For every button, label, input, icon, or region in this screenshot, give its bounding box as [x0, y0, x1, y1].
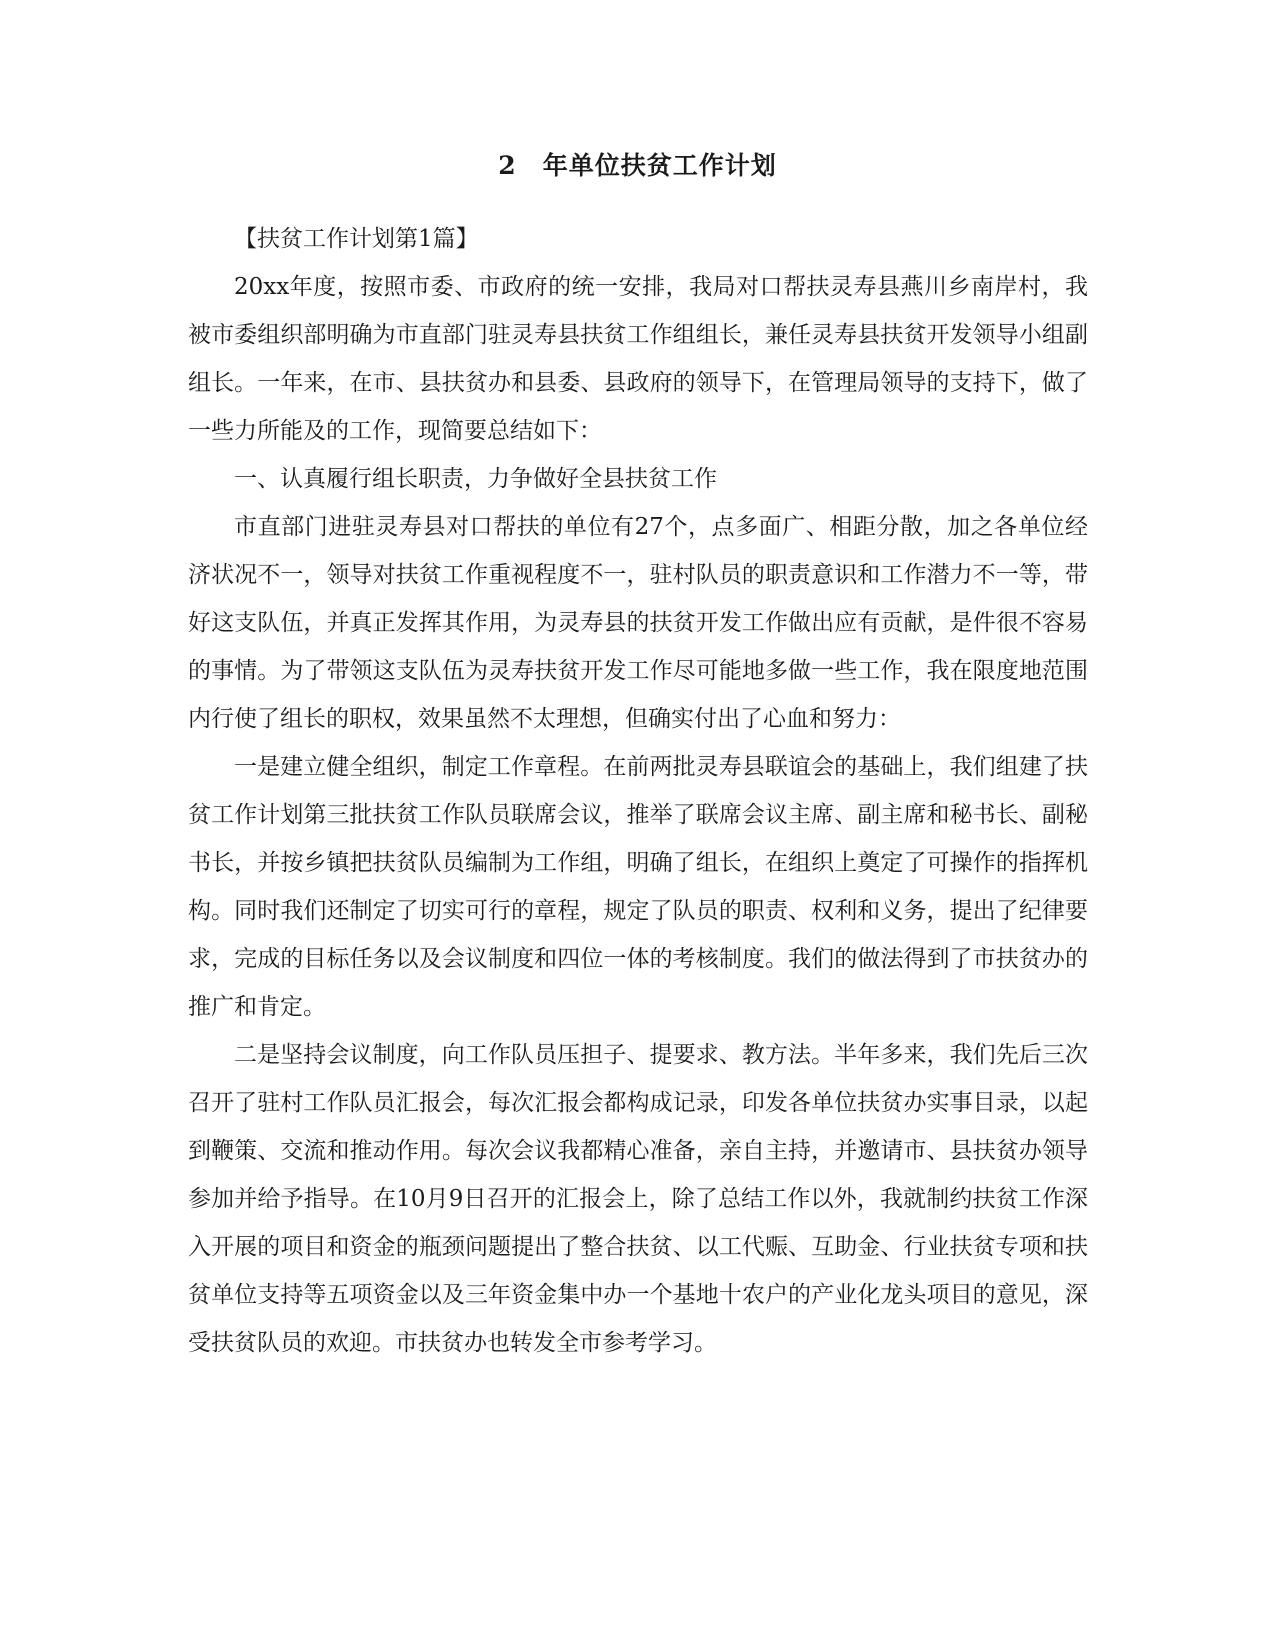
page-title — [0, 148, 1275, 184]
title-text: 年单位扶贫工作计划 — [542, 151, 777, 180]
paragraph: 一是建立健全组织，制定工作章程。在前两批灵寿县联谊会的基础上，我们组建了扶贫工作计划第三批扶贫工作队员联席会议，推举了联席会议主席、副主席和秘书长、副秘书长，并按乡镇把扶贫队员编制为工作组，明确了组长，在组织上奠定了可操作的指挥机构。同时我们还制定了切实可行的章程，规定了队员的职责、权利和义务，提出了纪律要求，完成的目标任务以及会议制度和四位一体的考核制度。我们的做法得到了市扶贫办的推广和肯定。 — [188, 754, 1088, 1020]
document-body — [188, 215, 1088, 1367]
paragraph: 二是坚持会议制度，向工作队员压担子、提要求、教方法。半年多来，我们先后三次召开了驻村工作队员汇报会，每次汇报会都构成记录，印发各单位扶贫办实事目录，以起到鞭策、交流和推动作用。每次会议我都精心准备，亲自主持，并邀请市、县扶贫办领导参加并给予指导。在10月9日召开的汇报会上，除了总结工作以外，我就制约扶贫工作深入开展的项目和资金的瓶颈问题提出了整合扶贫、以工代赈、互助金、行业扶贫专项和扶贫单位支持等五项资金以及三年资金集中办一个基地十农户的产业化龙头项目的意见，深受扶贫队员的欢迎。市扶贫办也转发全市参考学习。 — [188, 1042, 1088, 1356]
section-heading: 【扶贫工作计划第1篇】 — [234, 226, 479, 252]
title-number: 2 — [498, 151, 517, 180]
paragraph-heading: 一、认真履行组长职责，力争做好全县扶贫工作 — [234, 466, 717, 492]
paragraph: 20xx年度，按照市委、市政府的统一安排，我局对口帮扶灵寿县燕川乡南岸村，我被市委组织部明确为市直部门驻灵寿县扶贫工作组组长，兼任灵寿县扶贫开发领导小组副组长。一年来，在市、县扶贫办和县委、县政府的领导下，在管理局领导的支持下，做了一些力所能及的工作，现简要总结如下： — [188, 274, 1088, 444]
paragraph: 市直部门进驻灵寿县对口帮扶的单位有27个，点多面广、相距分散，加之各单位经济状况不一，领导对扶贫工作重视程度不一，驻村队员的职责意识和工作潜力不一等，带好这支队伍，并真正发挥其作用，为灵寿县的扶贫开发工作做出应有贡献，是件很不容易的事情。为了带领这支队伍为灵寿扶贫开发工作尽可能地多做一些工作，我在限度地范围内行使了组长的职权，效果虽然不太理想，但确实付出了心血和努力： — [188, 514, 1088, 732]
